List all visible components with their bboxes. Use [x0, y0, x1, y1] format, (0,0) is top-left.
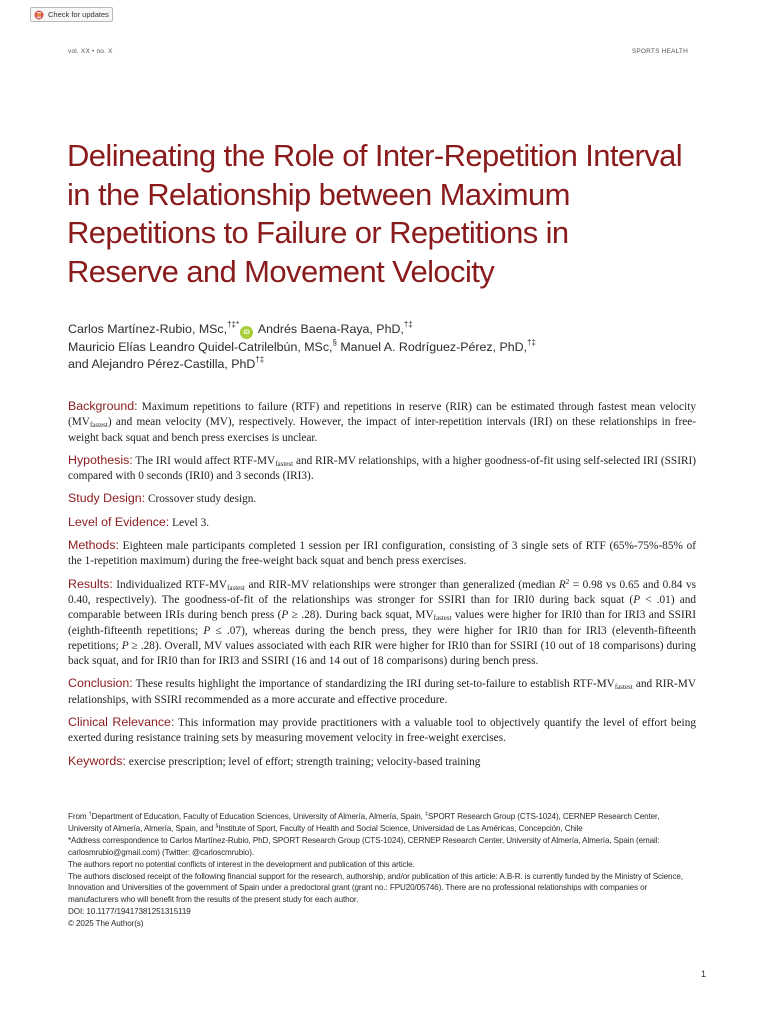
copyright-note: © 2025 The Author(s) — [68, 919, 144, 929]
page-number: 1 — [700, 969, 706, 979]
author — [340, 337, 536, 354]
author-name: Manuel A. Rodríguez-Pérez, PhD, — [340, 340, 527, 354]
author-affiliation-marks: †‡ — [255, 354, 265, 364]
article-title: Delineating the Role of Inter-Repetition Interval in the Relationship between Maximum Repetitions to Failure or Repetitions in Reserve and Movement Velocity — [67, 138, 683, 289]
subscript: fastest — [614, 683, 633, 692]
section-label: Level of Evidence: — [68, 514, 170, 529]
doi-link[interactable]: DOI: 10.1177/19417381251315119 — [68, 907, 191, 917]
affiliation-text: SPORT Research Group (CTS-1024), CERNEP Research Center, University of Almería, Almería, Spain, and — [68, 812, 660, 833]
affiliations-note — [68, 811, 696, 835]
section-text: This information may provide practitioners with a valuable tool to objectively quantify the level of effort being exerted during resistance training sets by measuring movement velocity in free-weight exercises. — [68, 717, 696, 745]
conflicts-note: The authors report no potential conflicts of interest in the development and publication of this article. — [68, 859, 415, 869]
section-text: Crossover study design. — [147, 493, 257, 506]
author-affiliation-marks: †‡ — [527, 337, 536, 347]
check-for-updates-button[interactable] — [30, 7, 113, 22]
section-text: and RIR-MV relationships were stronger than generalized (median — [248, 578, 556, 591]
section-text: values were higher for IRI0 than for IRI3 and SSIRI (eighth-fifteenth repetitions; — [68, 609, 697, 637]
author — [68, 337, 337, 354]
check-for-updates-label: Check for updates — [48, 10, 109, 19]
check-for-updates-icon — [34, 10, 44, 20]
section-label: Clinical Relevance: — [68, 715, 175, 730]
section-text: These results highlight the importance of standardizing the IRI during set-to-failure to establish RTF-MV — [135, 678, 615, 691]
abstract-methods — [68, 538, 696, 570]
section-label: Keywords: — [68, 753, 126, 768]
author — [68, 354, 265, 371]
correspondence-note: *Address correspondence to Carlos Martínez-Rubio, PhD, SPORT Research Group (CTS-1024), CERNEP Research Center, University of Almería, Almería, Spain (email: carlosmrubio@gmail.com) (Twitter: @carloscmrubio). — [68, 835, 660, 857]
section-text: and RIR-MV relationships, with a higher goodness-of-fit using self-selected IRI (SSIRI) compared with 0 seconds (IRI0) and 3 seconds (IRI3). — [68, 454, 697, 483]
author-name: Mauricio Elías Leandro Quidel-Catrilelbún, MSc, — [68, 340, 333, 354]
section-text: ≥ .28). Overall, MV values associated with each RIR were higher for IRI0 than for SSIRI (10 out of 18 comparisons) during back squat, and for IRI0 than for IRI3 and SSIRI (16 and 14 out of 18 comparisons) during bench press. — [68, 639, 696, 668]
stat-symbol: P — [203, 624, 211, 637]
abstract-results — [68, 577, 696, 670]
subscript: fastest — [227, 583, 245, 592]
section-label: Study Design: — [68, 491, 146, 506]
author — [257, 319, 413, 336]
abstract-hypothesis — [68, 453, 696, 485]
section-text: Maximum repetitions to failure (RTF) and repetitions in reserve (RIR) can be estimated through fastest mean velocity (MV — [68, 401, 696, 429]
section-text: ≤ .07), whereas during the bench press, they were higher for IRI0 than for IRI3 (eleventh-fifteenth repetitions; — [68, 624, 696, 652]
subscript: fastest — [89, 421, 108, 430]
author-name: Alejandro Pérez-Castilla, PhD — [91, 357, 256, 371]
section-label: Results: — [68, 576, 113, 591]
stat-symbol: P — [281, 609, 289, 622]
author-name: Andrés Baena-Raya, PhD, — [257, 322, 404, 336]
abstract-clinical-relevance — [68, 715, 696, 747]
author-list — [68, 321, 708, 373]
subscript: fastest — [433, 614, 452, 623]
author-affiliation-marks: †‡ — [403, 319, 413, 329]
section-text: Individualized RTF-MV — [116, 578, 228, 591]
abstract-level-of-evidence — [68, 515, 696, 531]
section-label: Hypothesis: — [68, 452, 133, 467]
affiliation-mark: ‡ — [424, 811, 428, 818]
funding-note: The authors disclosed receipt of the following financial support for the research, authorship, and/or publication of this article: A.B-R. is currently funded by the Ministry of Science, Innovation and Universities of the government of Spain under a predoctoral grant (grant no.: FPU20/05746). There are no professional relationships with companies or manufacturers who will benefit from the results of the present study for each author. — [68, 871, 683, 905]
section-text: and RIR-MV relationships, with SSIRI recommended as a more accurate and effective procedure. — [68, 678, 696, 706]
author-affiliation-marks: †‡* — [227, 319, 240, 329]
subscript: fastest — [275, 459, 294, 468]
affiliation-text: Department of Education, Faculty of Education Sciences, University of Almería, Almería, Spain, — [91, 812, 423, 821]
affiliation-mark: † — [88, 811, 92, 818]
stat-symbol: P — [121, 639, 129, 652]
superscript: 2 — [565, 577, 570, 586]
running-header-journal: SPORTS HEALTH — [631, 48, 688, 55]
orcid-icon[interactable]: iD — [240, 326, 253, 339]
section-text: Level 3. — [172, 516, 210, 529]
section-text: ≥ .28). During back squat, MV — [291, 609, 434, 622]
abstract-background — [68, 399, 696, 446]
author — [68, 319, 255, 336]
abstract-keywords — [68, 754, 696, 770]
abstract-conclusion — [68, 676, 696, 708]
keyword-list: exercise prescription; level of effort; strength training; velocity-based training — [128, 755, 481, 768]
abstract-study-design — [68, 491, 696, 507]
section-label: Background: — [68, 399, 138, 413]
section-text: ) and mean velocity (MV), respectively. However, the impact of inter-repetition intervals (IRI) on these relationships in free-weight back squat and bench press exercises is unclear. — [68, 416, 696, 444]
note-text: From — [68, 812, 87, 821]
section-text: Eighteen male participants completed 1 session per IRI configuration, consisting of 3 single sets of RTF (65%-75%-85% of the 1-repetition maximum) during the free-weight back squat and bench press exercises. — [68, 540, 696, 568]
author-affiliation-marks: § — [332, 337, 337, 347]
author-name: Carlos Martínez-Rubio, MSc, — [68, 322, 228, 336]
section-text: < .01) and comparable between IRIs during bench press ( — [68, 593, 697, 622]
stat-symbol: P — [633, 593, 641, 606]
stat-symbol: R — [558, 578, 566, 591]
footnotes — [68, 811, 696, 930]
author-conjunction: and — [68, 357, 89, 371]
section-text: = 0.98 vs 0.65 and 0.84 vs 0.40, respectively). The goodness-of-fit of the relationships was stronger for SSIRI than for IRI0 during back squat ( — [68, 578, 696, 606]
affiliation-text: Institute of Sport, Faculty of Health and Social Science, Universidad de Las Américas, Concepción, Chile — [218, 823, 583, 833]
abstract — [68, 399, 696, 777]
section-label: Methods: — [68, 538, 119, 553]
section-text: The IRI would affect RTF-MV — [135, 454, 276, 467]
running-header-volume: vol. XX • no. X — [68, 48, 113, 55]
section-label: Conclusion: — [68, 676, 133, 691]
affiliation-mark: § — [215, 823, 219, 830]
